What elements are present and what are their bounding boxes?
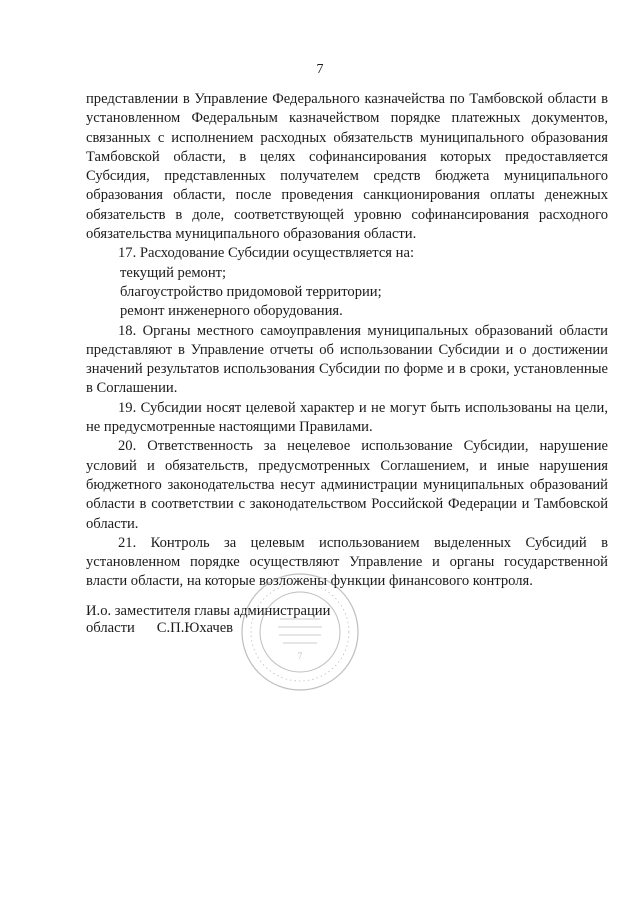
signature-title: И.о. заместителя главы администрации [86,603,331,619]
seal-outer-ring [242,574,358,690]
document-body [86,90,608,592]
signatory-name: С.П.Юхачев [156,620,234,636]
paragraph-20: 20. Ответственность за нецелевое использование Субсидии, нарушение условий и обязательств, предусмотренных Соглашением, и иные нарушения бюджетного законодательства несут администрации муниципальных образований области в соответствии с законодательством Российской Федерации и Тамбовской области. [86,438,608,532]
official-seal-stamp [235,567,365,697]
list-item-current-repair: текущий ремонт; [120,264,227,281]
list-item-landscaping: благоустройство придомовой территории; [120,283,382,300]
seal-scribble-lines [278,619,322,643]
seal-dot-ring [251,583,349,681]
paragraph-18: 18. Органы местного самоуправления муниципальных образований области представляют в Управление отчеты об использовании Субсидии и о достижении значений результатов использования Субсидии по форме и в сроки, установленные в Соглашении. [86,322,608,397]
signature-title-line2: области [86,620,135,636]
page-number: 7 [316,62,324,77]
paragraph-19: 19. Субсидии носят целевой характер и не могут быть использованы на цели, не предусмотренные настоящими Правилами. [86,399,608,436]
seal-number: 7 [297,651,303,661]
paragraph-continuation: представлении в Управление Федерального казначейства по Тамбовской области в установленном Федеральным казначейством порядке платежных документов, связанных с исполнением расходных обязательств муниципального образования Тамбовской области, в целях софинансирования которых предоставляется Субсидия, представленных получателем средств бюджета муниципального образования области, после проведения санкционирования оплаты денежных обязательств в доле, соответствующей уровню софинансирования расходного обязательства муниципального образования области. [86,91,608,243]
paragraph-17: 17. Расходование Субсидии осуществляется на: [118,245,414,262]
list-item-engineering-repair: ремонт инженерного оборудования. [120,303,343,320]
paragraph-21: 21. Контроль за целевым использованием выделенных Субсидий в установленном порядке осуществляют Управление и органы государственной власти области, на которые возложены функции финансового контроля. [86,534,608,590]
